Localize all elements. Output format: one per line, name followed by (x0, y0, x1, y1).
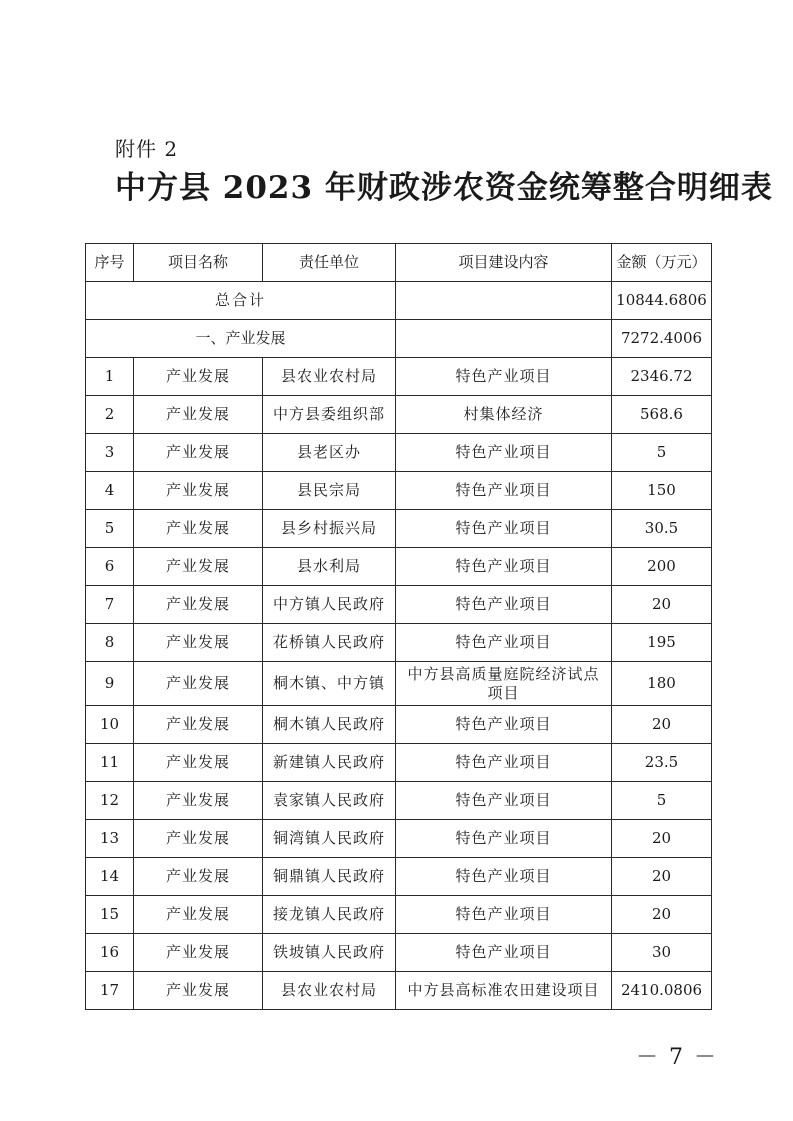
cell-project-name: 产业发展 (134, 972, 263, 1010)
cell-amount: 150 (612, 472, 712, 510)
cell-construction-content: 特色产业项目 (396, 472, 612, 510)
table-header-row (86, 244, 712, 282)
cell-no: 7 (86, 586, 134, 624)
cell-responsible-unit: 县民宗局 (263, 472, 396, 510)
cell-construction-content: 特色产业项目 (396, 548, 612, 586)
cell-no: 5 (86, 510, 134, 548)
cell-responsible-unit: 县农业农村局 (263, 972, 396, 1010)
cell-project-name: 产业发展 (134, 782, 263, 820)
section-row (86, 320, 712, 358)
cell-no: 15 (86, 896, 134, 934)
cell-project-name: 产业发展 (134, 358, 263, 396)
table-row (86, 896, 712, 934)
grand-total-row (86, 282, 712, 320)
cell-amount: 30.5 (612, 510, 712, 548)
cell-amount: 20 (612, 896, 712, 934)
cell-responsible-unit: 县农业农村局 (263, 358, 396, 396)
cell-responsible-unit: 铜鼎镇人民政府 (263, 858, 396, 896)
table-row (86, 782, 712, 820)
cell-no: 13 (86, 820, 134, 858)
cell-responsible-unit: 铜湾镇人民政府 (263, 820, 396, 858)
cell-amount: 20 (612, 706, 712, 744)
cell-construction-content: 特色产业项目 (396, 358, 612, 396)
cell-no: 16 (86, 934, 134, 972)
document-title: 中方县 2023 年财政涉农资金统筹整合明细表 (115, 170, 773, 206)
cell-no: 11 (86, 744, 134, 782)
table-row (86, 820, 712, 858)
cell-no: 3 (86, 434, 134, 472)
cell-construction-content: 特色产业项目 (396, 820, 612, 858)
header-amount: 金额（万元） (612, 244, 712, 282)
header-project-name: 项目名称 (134, 244, 263, 282)
cell-responsible-unit: 接龙镇人民政府 (263, 896, 396, 934)
cell-construction-content: 特色产业项目 (396, 896, 612, 934)
cell-no: 9 (86, 662, 134, 706)
cell-construction-content: 特色产业项目 (396, 624, 612, 662)
table-row (86, 358, 712, 396)
cell-responsible-unit: 县水利局 (263, 548, 396, 586)
cell-project-name: 产业发展 (134, 820, 263, 858)
grand-total-amount: 10844.6806 (612, 282, 712, 320)
cell-responsible-unit: 新建镇人民政府 (263, 744, 396, 782)
cell-construction-content: 特色产业项目 (396, 510, 612, 548)
cell-construction-content: 特色产业项目 (396, 434, 612, 472)
cell-amount: 5 (612, 434, 712, 472)
cell-responsible-unit: 县老区办 (263, 434, 396, 472)
cell-project-name: 产业发展 (134, 896, 263, 934)
cell-amount: 30 (612, 934, 712, 972)
cell-project-name: 产业发展 (134, 706, 263, 744)
grand-total-empty-cell (396, 282, 612, 320)
section-label: 一、产业发展 (86, 320, 396, 358)
cell-construction-content: 村集体经济 (396, 396, 612, 434)
cell-responsible-unit: 县乡村振兴局 (263, 510, 396, 548)
cell-amount: 20 (612, 858, 712, 896)
cell-amount: 20 (612, 820, 712, 858)
cell-project-name: 产业发展 (134, 624, 263, 662)
table-row (86, 934, 712, 972)
cell-responsible-unit: 桐木镇人民政府 (263, 706, 396, 744)
cell-construction-content: 中方县高质量庭院经济试点项目 (396, 662, 612, 706)
attachment-label: 附件 2 (115, 137, 179, 161)
table-row (86, 472, 712, 510)
cell-amount: 200 (612, 548, 712, 586)
grand-total-label: 总合计 (86, 282, 396, 320)
cell-construction-content: 特色产业项目 (396, 706, 612, 744)
cell-no: 1 (86, 358, 134, 396)
cell-responsible-unit: 中方县委组织部 (263, 396, 396, 434)
cell-project-name: 产业发展 (134, 510, 263, 548)
header-construction-content: 项目建设内容 (396, 244, 612, 282)
header-no: 序号 (86, 244, 134, 282)
cell-project-name: 产业发展 (134, 586, 263, 624)
cell-no: 12 (86, 782, 134, 820)
cell-no: 8 (86, 624, 134, 662)
cell-amount: 568.6 (612, 396, 712, 434)
funding-detail-table (85, 243, 712, 1010)
cell-project-name: 产业发展 (134, 548, 263, 586)
table-row (86, 396, 712, 434)
cell-construction-content: 特色产业项目 (396, 934, 612, 972)
cell-responsible-unit: 花桥镇人民政府 (263, 624, 396, 662)
cell-no: 6 (86, 548, 134, 586)
table-row (86, 858, 712, 896)
cell-no: 2 (86, 396, 134, 434)
cell-amount: 2346.72 (612, 358, 712, 396)
cell-responsible-unit: 铁坡镇人民政府 (263, 934, 396, 972)
page-number: － 7 － (636, 1045, 718, 1070)
table-row (86, 972, 712, 1010)
cell-construction-content: 特色产业项目 (396, 782, 612, 820)
cell-amount: 23.5 (612, 744, 712, 782)
table-row (86, 706, 712, 744)
cell-no: 4 (86, 472, 134, 510)
cell-amount: 195 (612, 624, 712, 662)
cell-project-name: 产业发展 (134, 744, 263, 782)
section-amount: 7272.4006 (612, 320, 712, 358)
table-row (86, 744, 712, 782)
cell-construction-content: 中方县高标准农田建设项目 (396, 972, 612, 1010)
cell-project-name: 产业发展 (134, 858, 263, 896)
cell-project-name: 产业发展 (134, 662, 263, 706)
cell-responsible-unit: 中方镇人民政府 (263, 586, 396, 624)
cell-amount: 2410.0806 (612, 972, 712, 1010)
cell-project-name: 产业发展 (134, 934, 263, 972)
table-row (86, 548, 712, 586)
cell-construction-content: 特色产业项目 (396, 858, 612, 896)
cell-responsible-unit: 袁家镇人民政府 (263, 782, 396, 820)
cell-construction-content: 特色产业项目 (396, 586, 612, 624)
cell-construction-content: 特色产业项目 (396, 744, 612, 782)
cell-amount: 20 (612, 586, 712, 624)
cell-no: 10 (86, 706, 134, 744)
cell-project-name: 产业发展 (134, 472, 263, 510)
cell-amount: 180 (612, 662, 712, 706)
cell-responsible-unit: 桐木镇、中方镇 (263, 662, 396, 706)
table-row (86, 586, 712, 624)
table-row (86, 662, 712, 706)
section-empty-cell (396, 320, 612, 358)
table-row (86, 434, 712, 472)
cell-amount: 5 (612, 782, 712, 820)
cell-project-name: 产业发展 (134, 396, 263, 434)
table-row (86, 510, 712, 548)
table-row (86, 624, 712, 662)
header-responsible-unit: 责任单位 (263, 244, 396, 282)
cell-no: 17 (86, 972, 134, 1010)
cell-project-name: 产业发展 (134, 434, 263, 472)
cell-no: 14 (86, 858, 134, 896)
